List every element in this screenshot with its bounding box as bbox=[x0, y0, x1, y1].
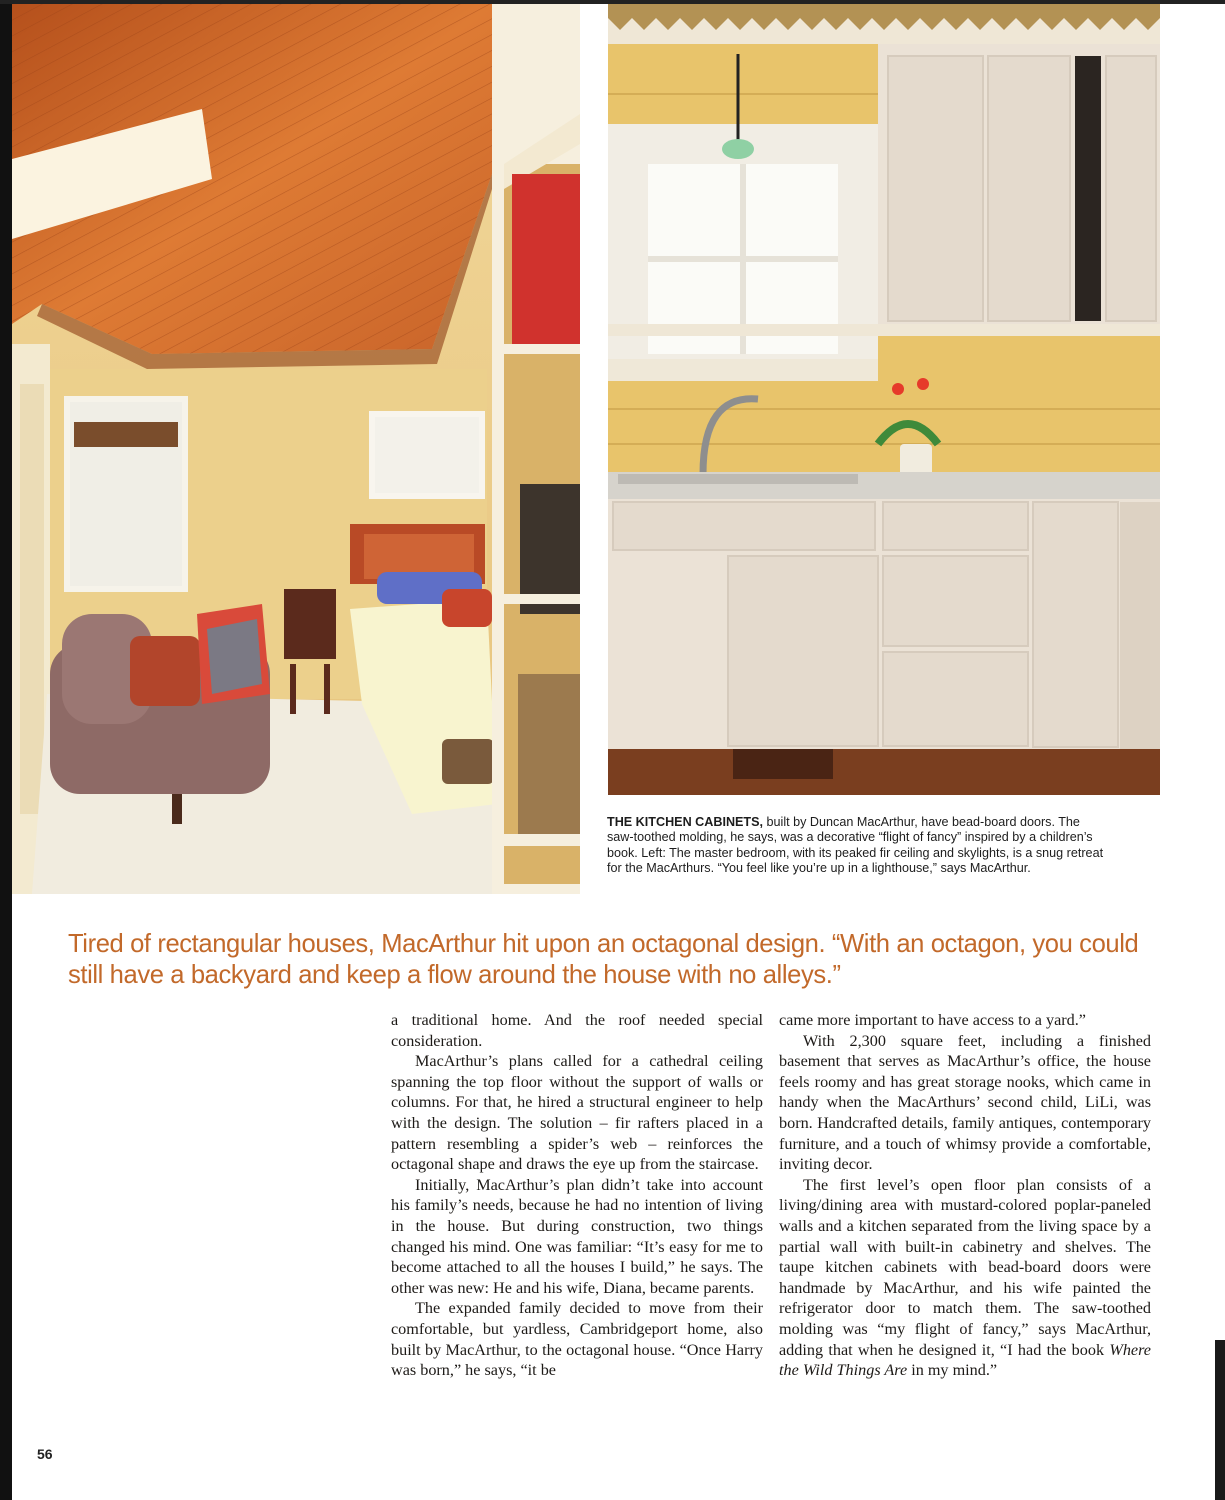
paragraph-closing: in my mind.” bbox=[907, 1361, 998, 1380]
paragraph: MacArthur’s plans called for a cathedral ceiling spanning the top floor without the support of walls or columns. For that, he hired a structural engineer to help with the design. The solution – fir rafters placed in a pattern resembling a spider’s web – reinforces the octagonal shape and draws the eye up from the staircase. bbox=[391, 1052, 763, 1174]
pull-quote: Tired of rectangular houses, MacArthur hit upon an octagonal design. “With an octagon, you could still have a backyard and keep a flow around the house with no alleys.” bbox=[68, 930, 1139, 989]
paragraph-final bbox=[779, 1175, 1151, 1381]
paragraph: a traditional home. And the roof needed special consideration. bbox=[391, 1011, 763, 1050]
article-column-right bbox=[779, 1010, 1151, 1381]
caption-lead: THE KITCHEN CABINETS, bbox=[607, 815, 764, 829]
paragraph: Initially, MacArthur’s plan didn’t take into account his family’s needs, because he had no intention of living in the house. But during construction, two things changed his mind. One was familiar: “It’s easy for me to become attached to all the houses I build,” he says. The other was new: He and his wife, Diana, became parents. bbox=[391, 1175, 763, 1297]
scan-edge bbox=[0, 0, 12, 1500]
bedroom-photo bbox=[12, 4, 580, 894]
scan-edge-right bbox=[1215, 1340, 1225, 1500]
photo-caption bbox=[607, 815, 1107, 877]
book-title: Where the Wild Things Are bbox=[779, 1340, 1151, 1380]
page-number: 56 bbox=[37, 1446, 53, 1462]
paragraph: came more important to have access to a yard.” bbox=[779, 1011, 1086, 1029]
article-column-left bbox=[391, 1010, 763, 1381]
caption-text: built by Duncan MacArthur, have bead-board doors. The saw-toothed molding, he says, was a decorative “flight of fancy” inspired by a children’s book. Left: The master bedroom, with its peaked fir ceiling and skylights, is a snug retreat for the MacArthurs. “You feel like you’re up in a lighthouse,” says MacArthur. bbox=[607, 815, 1104, 876]
paragraph: With 2,300 square feet, including a finished basement that serves as MacArthur’s office, the house feels roomy and has great storage nooks, which came in handy when the MacArthurs’ second child, LiLi, was born. Handcrafted details, family antiques, contemporary furniture, and a touch of whimsy provide a comfortable, inviting decor. bbox=[779, 1031, 1151, 1174]
kitchen-photo bbox=[608, 4, 1160, 795]
paragraph-text: The first level’s open floor plan consists of a living/dining area with mustard-colored poplar-paneled walls and a kitchen separated from the living space by a partial wall with built-in cabinetry and shelves. The taupe kitchen cabinets with bead-board doors were handmade by MacArthur, and his wife painted the refrigerator door to match them. The saw-toothed molding was “my flight of fancy,” says MacArthur, adding that when he designed it, “I had the book bbox=[779, 1175, 1151, 1359]
paragraph: The expanded family decided to move from their comfortable, but yardless, Cambridgeport home, also built by MacArthur, to the octagonal house. “Once Harry was born,” he says, “it be bbox=[391, 1299, 763, 1380]
